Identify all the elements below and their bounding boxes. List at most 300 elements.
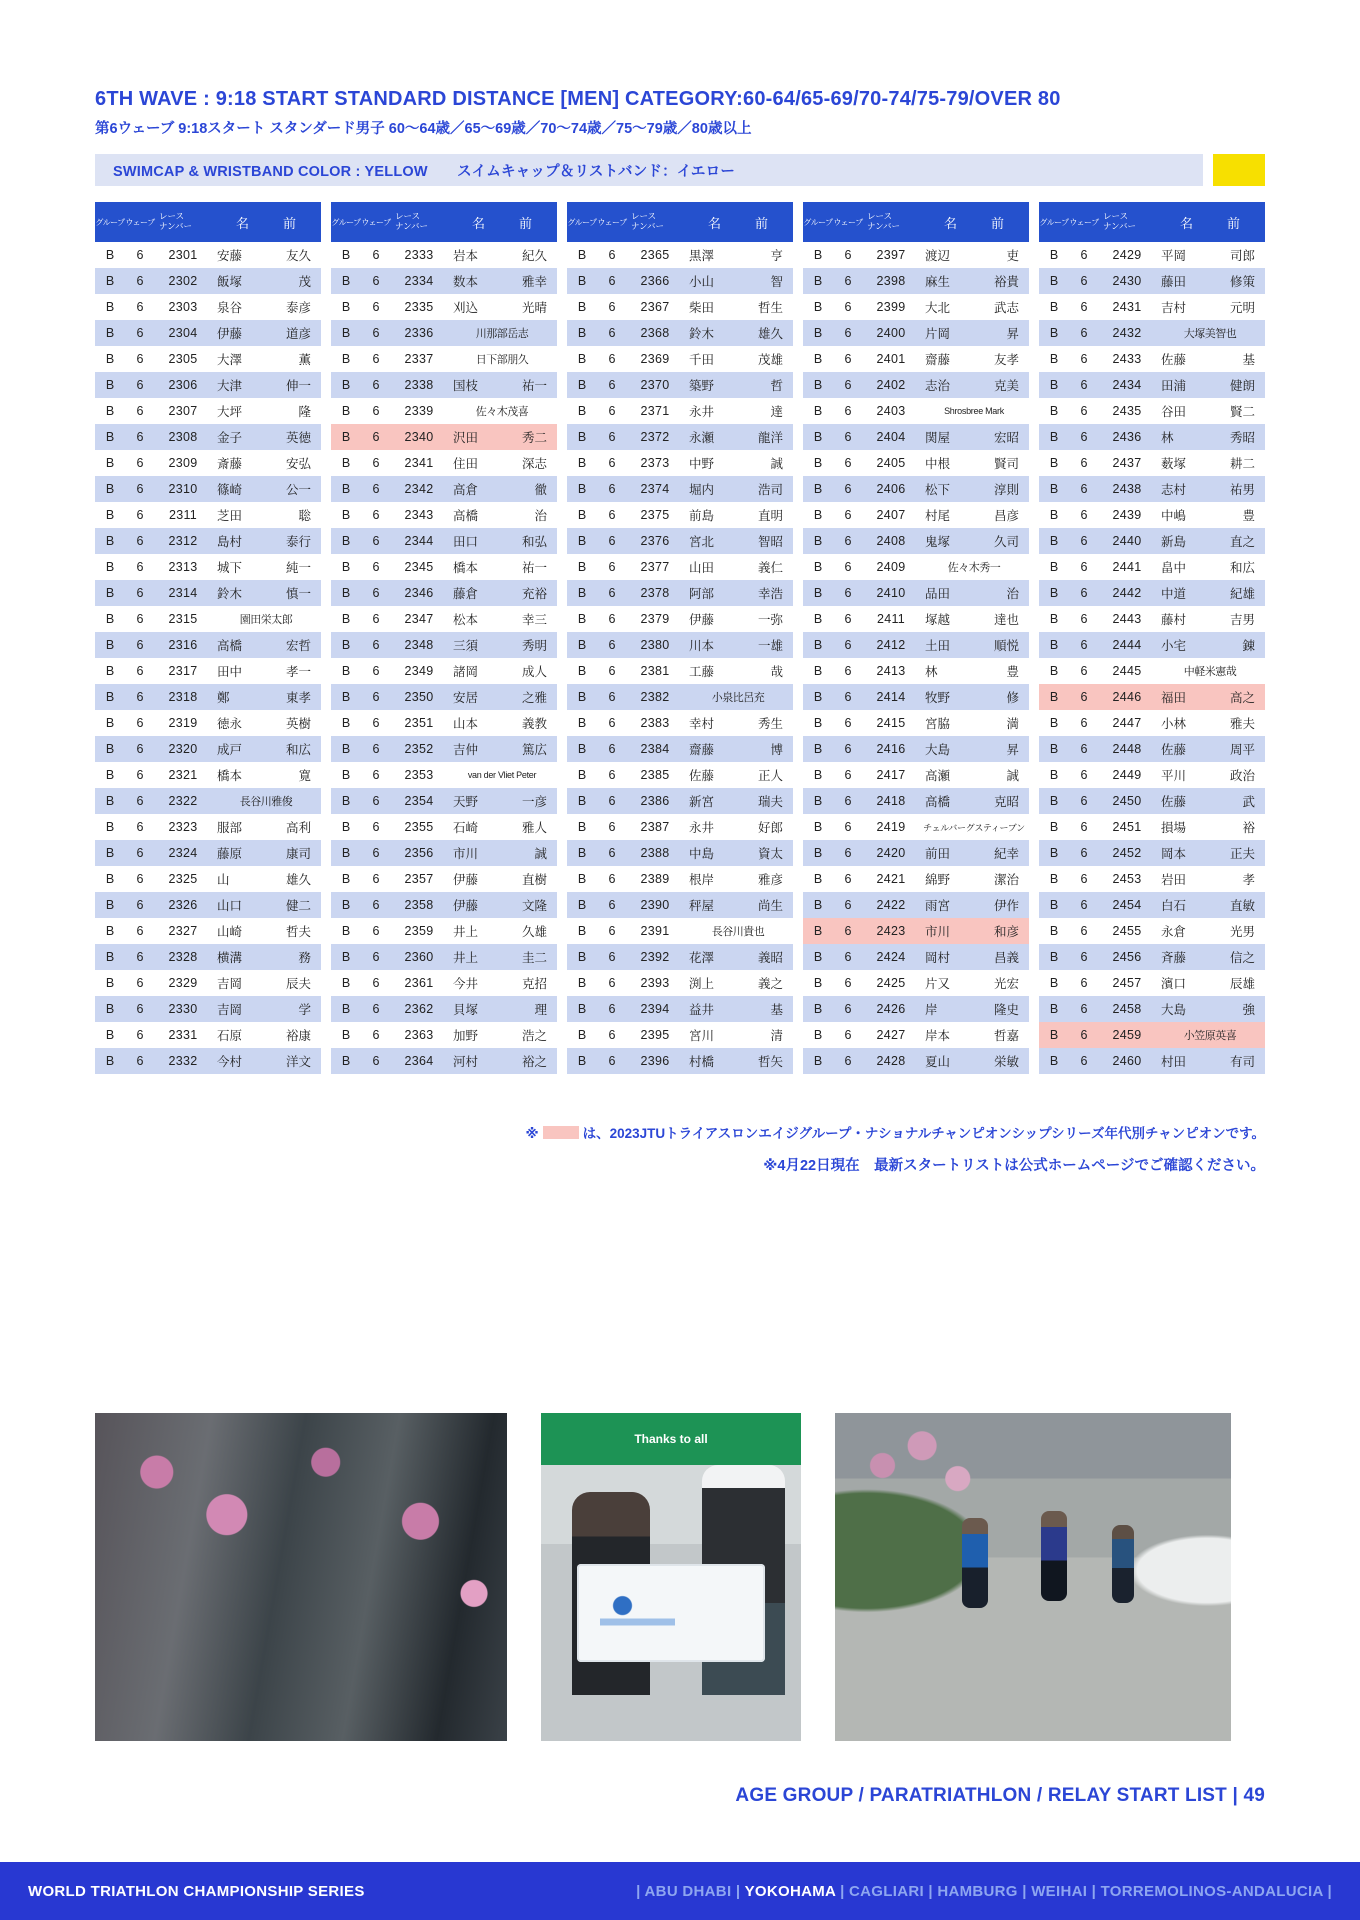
athlete-name [919,298,1029,316]
table-cell: 幸浩 [757,587,783,601]
table-cell: 光宏 [993,977,1019,991]
athlete-name [683,324,793,342]
table-cell: 6 [372,820,380,834]
table-cell: 2420 [876,846,906,860]
table-row [567,684,793,710]
table-cell: 6 [844,1002,852,1016]
givenname-header: 前 [990,215,1004,231]
table-cell: B [813,768,823,782]
table-cell: 龍洋 [757,431,783,445]
table-cell: 耕二 [1229,457,1255,471]
table-cell: 学 [298,1003,311,1017]
table-body [803,242,1029,1074]
athlete-name [447,532,557,550]
table-cell: 日下部朋久 [475,354,529,366]
table-cell: 2382 [640,690,670,704]
table-cell: 成戸 [217,743,243,757]
table-row [331,788,557,814]
start-list-table-2 [331,202,557,1074]
bottom-bar [0,1862,1360,1920]
table-row [567,996,793,1022]
table-cell: 2376 [640,534,670,548]
table-cell: B [813,612,823,626]
athlete-name [919,324,1029,342]
table-cell: 6 [136,248,144,262]
table-cell: 2372 [640,430,670,444]
athlete-name [447,770,557,780]
table-cell: 林 [925,665,938,679]
athlete-name [211,974,321,992]
athlete-name [919,792,1029,810]
athlete-name [1155,870,1265,888]
table-cell: 麻生 [925,275,951,289]
table-cell: 6 [372,898,380,912]
athlete-name [919,714,1029,732]
table-cell: 6 [844,690,852,704]
table-cell: B [1049,1054,1059,1068]
table-cell: 吉岡 [217,977,243,991]
athlete-name [1155,350,1265,368]
table-cell: B [1049,378,1059,392]
table-cell: B [341,274,351,288]
col-header-group: グループ [803,217,833,227]
table-cell: B [105,352,115,366]
athlete-name [683,974,793,992]
athlete-name [447,454,557,472]
table-cell: 2368 [640,326,670,340]
table-cell: 英樹 [285,717,311,731]
table-cell: 渡辺 [925,249,951,263]
table-cell: 6 [608,352,616,366]
table-cell: 2336 [404,326,434,340]
table-cell: 6 [136,1028,144,1042]
athlete-name [1155,1027,1265,1043]
table-row [1039,398,1265,424]
table-cell: 6 [136,612,144,626]
table-cell: 斉藤 [1161,951,1187,965]
table-cell: 中島 [689,847,715,861]
table-cell: 2309 [168,456,198,470]
athlete-name [919,506,1029,524]
col-header-race-number [155,212,211,232]
table-cell: B [813,1028,823,1042]
table-cell: B [1049,612,1059,626]
table-row [567,814,793,840]
table-cell: 6 [372,404,380,418]
table-cell: 濱口 [1161,977,1187,991]
table-cell: 2422 [876,898,906,912]
athlete-name [919,559,1029,575]
table-row [331,346,557,372]
table-cell: 2359 [404,924,434,938]
athlete-name [1155,506,1265,524]
athlete-name [1155,272,1265,290]
page-title: 6TH WAVE : 9:18 START STANDARD DISTANCE [MEN] CATEGORY:60-64/65-69/70-74/75-79/OVER 80 [95,88,1061,110]
photo-towel-supporters [541,1413,801,1741]
table-cell: 智 [770,275,783,289]
cities-before: | ABU DHABI | [636,1882,741,1900]
table-cell: B [341,1002,351,1016]
athlete-name [1155,740,1265,758]
table-row [95,944,321,970]
athlete-name [447,351,557,367]
table-cell: 祐一 [521,561,547,575]
table-cell: 諸岡 [453,665,479,679]
table-cell: 中軽米憲哉 [1183,666,1237,678]
table-row [331,1048,557,1074]
table-cell: B [1049,794,1059,808]
table-cell: 2304 [168,326,198,340]
athlete-name [919,532,1029,550]
table-cell: 堀内 [689,483,715,497]
givenname-header: 前 [282,215,296,231]
table-row [803,242,1029,268]
table-cell: 宏哲 [285,639,311,653]
athlete-name [1155,246,1265,264]
table-cell: 山 [217,873,230,887]
athlete-name [447,246,557,264]
table-cell: 6 [372,560,380,574]
table-cell: 2332 [168,1054,198,1068]
table-cell: 2350 [404,690,434,704]
table-cell: B [105,404,115,418]
table-cell: 6 [844,664,852,678]
race-header-line2: ナンバー [631,221,664,231]
athlete-name [447,688,557,706]
table-cell: 6 [844,560,852,574]
race-header-line1: レース [395,211,421,222]
page-subtitle: 第6ウェーブ 9:18スタート スタンダード男子 60～64歳／65～69歳／70～74歳／75～79歳／80歳以上 [95,121,752,137]
athlete-name [683,689,793,705]
table-cell: B [813,300,823,314]
table-cell: 寛 [298,769,311,783]
table-row [567,970,793,996]
table-cell: 6 [1080,508,1088,522]
athlete-name [919,844,1029,862]
table-cell: 浩司 [757,483,783,497]
table-cell: B [105,690,115,704]
athlete-name [919,766,1029,784]
table-row [1039,606,1265,632]
table-cell: 畠中 [1161,561,1187,575]
table-cell: 2363 [404,1028,434,1042]
table-row [331,268,557,294]
athlete-name [211,298,321,316]
table-cell: 2355 [404,820,434,834]
table-row [803,684,1029,710]
table-cell: 裕之 [521,1055,547,1069]
table-cell: 刈込 [453,301,479,315]
table-cell: 住田 [453,457,479,471]
athlete-name [1155,974,1265,992]
table-cell: 2384 [640,742,670,756]
table-row [567,320,793,346]
table-cell: 佐々木秀一 [947,562,1001,574]
table-cell: B [1049,456,1059,470]
athlete-name [683,948,793,966]
athlete-name [1155,766,1265,784]
table-cell: 2361 [404,976,434,990]
footer-page-label: AGE GROUP / PARATRIATHLON / RELAY START LIST | 49 [735,1785,1265,1806]
table-cell: B [1049,976,1059,990]
table-cell: 誠 [1006,769,1019,783]
table-row [331,502,557,528]
table-cell: 6 [372,612,380,626]
table-cell: B [1049,274,1059,288]
table-cell: 2371 [640,404,670,418]
table-cell: 6 [136,820,144,834]
table-cell: 哲矢 [757,1055,783,1069]
table-cell: 天野 [453,795,479,809]
table-cell: 吉岡 [217,1003,243,1017]
table-cell: 徹 [534,483,547,497]
surname-header: 名 [943,215,957,231]
table-cell: 松下 [925,483,951,497]
cities-after: | CAGLIARI | HAMBURG | WEIHAI | TORREMOLINOS-ANDALUCIA | [840,1882,1332,1900]
table-cell: 雅夫 [1229,717,1255,731]
table-cell: 信之 [1229,951,1255,965]
table-cell: B [1049,560,1059,574]
table-cell: 岡村 [925,951,951,965]
table-cell: 工藤 [689,665,715,679]
athlete-name [211,688,321,706]
table-cell: B [577,1002,587,1016]
table-cell: 前田 [925,847,951,861]
start-list-table-4 [803,202,1029,1074]
athlete-name [447,610,557,628]
athlete-name [1155,1000,1265,1018]
table-cell: B [1049,716,1059,730]
table-cell: 2360 [404,950,434,964]
table-row [95,710,321,736]
table-cell: 小泉比呂充 [711,692,765,704]
table-cell: 福田 [1161,691,1187,705]
table-cell: B [1049,690,1059,704]
table-cell: 2454 [1112,898,1142,912]
table-row [1039,632,1265,658]
table-row [1039,918,1265,944]
table-cell: 2394 [640,1002,670,1016]
table-cell: 雄久 [285,873,311,887]
athlete-name [211,324,321,342]
table-cell: B [105,586,115,600]
table-cell: B [1049,326,1059,340]
table-cell: 損場 [1161,821,1187,835]
athlete-name [211,793,321,809]
athlete-name [1155,480,1265,498]
table-cell: B [577,768,587,782]
table-cell: 和彦 [993,925,1019,939]
athlete-name [1155,922,1265,940]
table-cell: 孝 [1242,873,1255,887]
table-cell: 2317 [168,664,198,678]
race-header-line2: ナンバー [159,221,192,231]
table-cell: 2320 [168,742,198,756]
table-row [331,476,557,502]
table-row [803,762,1029,788]
table-row [1039,294,1265,320]
table-cell: 達 [770,405,783,419]
table-cell: 2325 [168,872,198,886]
table-cell: 6 [136,872,144,886]
table-cell: 6 [844,846,852,860]
table-cell: 小笠原英喜 [1183,1030,1237,1042]
table-cell: B [341,430,351,444]
table-cell: 昇 [1006,743,1019,757]
table-cell: 永井 [689,405,715,419]
table-cell: 鄭 [217,691,230,705]
athlete-name [447,636,557,654]
table-cell: 秀昭 [1229,431,1255,445]
table-cell: 6 [372,794,380,808]
table-cell: 秀明 [521,639,547,653]
athlete-name [447,376,557,394]
table-cell: 2324 [168,846,198,860]
table-row [331,814,557,840]
table-cell: 2441 [1112,560,1142,574]
table-cell: 6 [1080,1054,1088,1068]
table-cell: B [813,1002,823,1016]
table-cell: 克招 [521,977,547,991]
athlete-name [683,844,793,862]
table-cell: 司郎 [1229,249,1255,263]
table-cell: 2405 [876,456,906,470]
table-cell: 6 [608,872,616,886]
table-cell: 6 [844,352,852,366]
table-cell: 6 [844,872,852,886]
table-row [567,1048,793,1074]
table-cell: 安居 [453,691,479,705]
table-cell: 2354 [404,794,434,808]
table-cell: B [813,742,823,756]
col-header-race-number [1099,212,1155,232]
table-cell: B [577,846,587,860]
table-cell: 2436 [1112,430,1142,444]
table-cell: B [105,456,115,470]
athlete-name [211,428,321,446]
table-cell: 国枝 [453,379,479,393]
table-cell: 齋藤 [925,353,951,367]
table-row [331,944,557,970]
table-cell: 6 [608,248,616,262]
table-cell: 2307 [168,404,198,418]
table-cell: 宏昭 [993,431,1019,445]
table-cell: 満 [1006,717,1019,731]
table-cell: B [813,430,823,444]
table-cell: 6 [1080,534,1088,548]
table-cell: B [341,794,351,808]
table-cell: 2342 [404,482,434,496]
table-cell: 6 [608,560,616,574]
table-cell: 2306 [168,378,198,392]
table-row [95,528,321,554]
table-cell: 賢二 [1229,405,1255,419]
table-row [95,892,321,918]
table-cell: 片又 [925,977,951,991]
table-cell: 2302 [168,274,198,288]
table-cell: 2390 [640,898,670,912]
table-cell: B [813,482,823,496]
table-row [331,528,557,554]
table-cell: 藤田 [1161,275,1187,289]
table-cell: B [813,456,823,470]
table-cell: 裕貴 [993,275,1019,289]
table-cell: 篤広 [521,743,547,757]
table-cell: 宮川 [689,1029,715,1043]
table-cell: 秤屋 [689,899,715,913]
table-cell: 昌義 [993,951,1019,965]
table-cell: 6 [136,846,144,860]
table-cell: 6 [608,326,616,340]
table-cell: 6 [608,976,616,990]
table-cell: 林 [1161,431,1174,445]
table-row [803,502,1029,528]
table-cell: 2330 [168,1002,198,1016]
table-cell: B [813,378,823,392]
table-cell: 6 [372,768,380,782]
table-cell: B [105,1054,115,1068]
athlete-name [919,480,1029,498]
table-cell: B [1049,898,1059,912]
table-row [567,788,793,814]
table-cell: 基 [1242,353,1255,367]
table-cell: 2449 [1112,768,1142,782]
table-cell: 6 [372,456,380,470]
table-cell: 6 [844,534,852,548]
table-row [331,242,557,268]
table-cell: 隆 [298,405,311,419]
photo-runner [1112,1525,1134,1603]
col-header-race-number [391,212,447,232]
athlete-name [683,636,793,654]
table-cell: 2380 [640,638,670,652]
series-brand-label: WORLD TRIATHLON CHAMPIONSHIP SERIES [28,1882,365,1900]
table-cell: 6 [608,1002,616,1016]
athlete-name [683,792,793,810]
table-cell: 2328 [168,950,198,964]
table-row [1039,684,1265,710]
table-cell: 6 [136,638,144,652]
table-cell: 岡本 [1161,847,1187,861]
table-row [95,346,321,372]
table-cell: 紀雄 [1229,587,1255,601]
table-cell: 飯塚 [217,275,243,289]
table-cell: 6 [844,300,852,314]
athlete-name [683,454,793,472]
table-cell: 6 [1080,846,1088,860]
athlete-name [447,896,557,914]
table-cell: B [813,976,823,990]
table-cell: 中嶋 [1161,509,1187,523]
table-cell: 6 [136,1054,144,1068]
table-row [95,580,321,606]
table-cell: 品田 [925,587,951,601]
table-cell: B [577,300,587,314]
table-cell: 2393 [640,976,670,990]
table-cell: 2425 [876,976,906,990]
table-row [1039,996,1265,1022]
col-header-name [683,213,793,232]
table-cell: B [105,768,115,782]
table-cell: 徳永 [217,717,243,731]
table-cell: 6 [136,794,144,808]
athlete-name [919,1052,1029,1070]
table-cell: B [577,456,587,470]
table-cell: 哲 [770,379,783,393]
table-cell: 道彦 [285,327,311,341]
table-cell: 2364 [404,1054,434,1068]
table-row [95,242,321,268]
